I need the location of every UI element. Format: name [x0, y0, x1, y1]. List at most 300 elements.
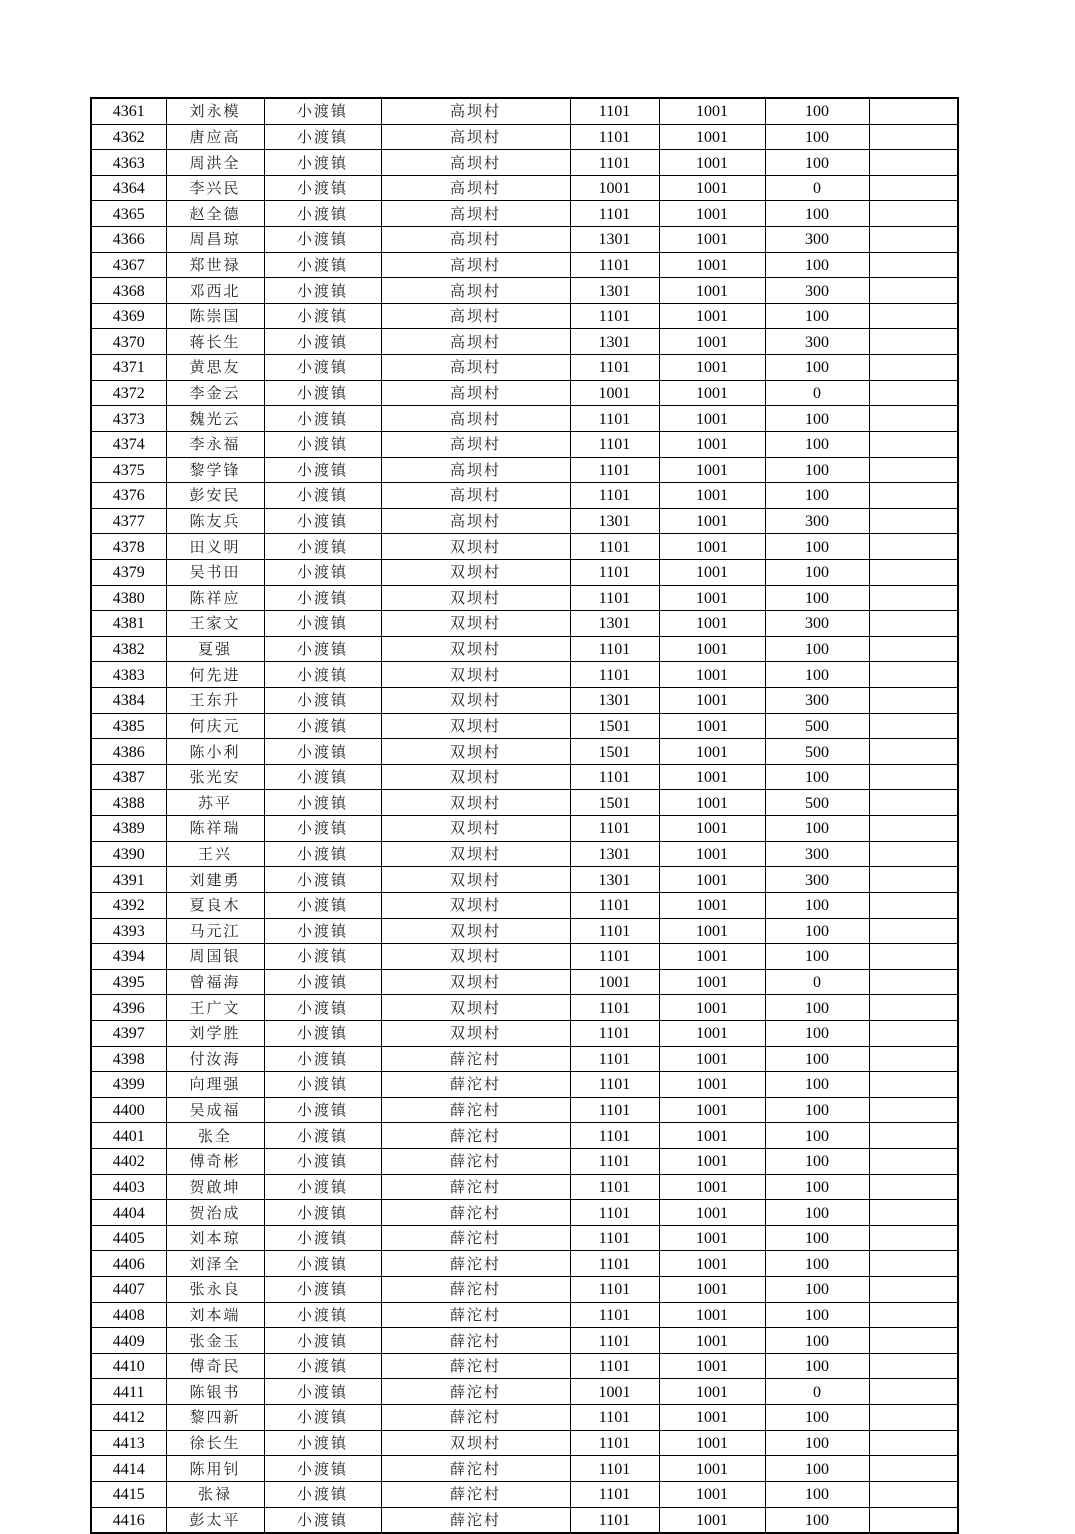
table-row — [91, 534, 958, 560]
table-row — [91, 1379, 958, 1405]
town-cell: 小渡镇 — [264, 278, 381, 304]
village-cell: 双坝村 — [381, 969, 570, 995]
note-cell — [869, 688, 958, 714]
name-cell: 陈祥瑞 — [166, 816, 264, 842]
value-b-cell: 1001 — [659, 201, 765, 227]
amount-cell: 100 — [765, 431, 869, 457]
value-a-cell: 1101 — [570, 1328, 659, 1354]
value-a-cell: 1101 — [570, 1481, 659, 1507]
row-number-cell: 4364 — [91, 175, 166, 201]
value-a-cell: 1301 — [570, 329, 659, 355]
village-cell: 双坝村 — [381, 1020, 570, 1046]
row-number-cell: 4410 — [91, 1353, 166, 1379]
amount-cell: 100 — [765, 1174, 869, 1200]
town-cell: 小渡镇 — [264, 713, 381, 739]
name-cell: 何庆元 — [166, 713, 264, 739]
name-cell: 陈银书 — [166, 1379, 264, 1405]
name-cell: 付汝海 — [166, 1046, 264, 1072]
table-row — [91, 611, 958, 637]
value-b-cell: 1001 — [659, 1481, 765, 1507]
row-number-cell: 4396 — [91, 995, 166, 1021]
town-cell: 小渡镇 — [264, 1353, 381, 1379]
name-cell: 黎学锋 — [166, 457, 264, 483]
table-row — [91, 1507, 958, 1533]
name-cell: 王兴 — [166, 841, 264, 867]
value-a-cell: 1501 — [570, 739, 659, 765]
table-row — [91, 1456, 958, 1482]
name-cell: 张全 — [166, 1123, 264, 1149]
value-b-cell: 1001 — [659, 1430, 765, 1456]
note-cell — [869, 713, 958, 739]
table-row — [91, 483, 958, 509]
row-number-cell: 4369 — [91, 303, 166, 329]
amount-cell: 100 — [765, 1020, 869, 1046]
note-cell — [869, 1379, 958, 1405]
town-cell: 小渡镇 — [264, 1097, 381, 1123]
table-row — [91, 406, 958, 432]
note-cell — [869, 355, 958, 381]
name-cell: 陈崇国 — [166, 303, 264, 329]
town-cell: 小渡镇 — [264, 1277, 381, 1303]
value-b-cell: 1001 — [659, 969, 765, 995]
town-cell: 小渡镇 — [264, 790, 381, 816]
name-cell: 张永良 — [166, 1277, 264, 1303]
amount-cell: 100 — [765, 1302, 869, 1328]
name-cell: 黎四新 — [166, 1405, 264, 1431]
value-b-cell: 1001 — [659, 892, 765, 918]
note-cell — [869, 508, 958, 534]
note-cell — [869, 1097, 958, 1123]
amount-cell: 100 — [765, 1456, 869, 1482]
value-a-cell: 1101 — [570, 995, 659, 1021]
amount-cell: 100 — [765, 201, 869, 227]
value-a-cell: 1101 — [570, 1302, 659, 1328]
value-a-cell: 1101 — [570, 1430, 659, 1456]
village-cell: 薛沱村 — [381, 1174, 570, 1200]
name-cell: 刘建勇 — [166, 867, 264, 893]
value-a-cell: 1101 — [570, 303, 659, 329]
village-cell: 高坝村 — [381, 329, 570, 355]
town-cell: 小渡镇 — [264, 585, 381, 611]
table-row — [91, 431, 958, 457]
value-b-cell: 1001 — [659, 816, 765, 842]
value-a-cell: 1101 — [570, 816, 659, 842]
amount-cell: 100 — [765, 1507, 869, 1533]
amount-cell: 300 — [765, 867, 869, 893]
value-b-cell: 1001 — [659, 1072, 765, 1098]
value-b-cell: 1001 — [659, 98, 765, 124]
value-a-cell: 1101 — [570, 431, 659, 457]
row-number-cell: 4401 — [91, 1123, 166, 1149]
data-table — [90, 97, 959, 1534]
village-cell: 双坝村 — [381, 867, 570, 893]
table-row — [91, 713, 958, 739]
value-b-cell: 1001 — [659, 1405, 765, 1431]
village-cell: 高坝村 — [381, 150, 570, 176]
amount-cell: 100 — [765, 816, 869, 842]
name-cell: 夏强 — [166, 636, 264, 662]
amount-cell: 500 — [765, 739, 869, 765]
row-number-cell: 4405 — [91, 1225, 166, 1251]
name-cell: 王东升 — [166, 688, 264, 714]
row-number-cell: 4374 — [91, 431, 166, 457]
row-number-cell: 4371 — [91, 355, 166, 381]
value-b-cell: 1001 — [659, 790, 765, 816]
name-cell: 郑世禄 — [166, 252, 264, 278]
note-cell — [869, 1225, 958, 1251]
village-cell: 薛沱村 — [381, 1481, 570, 1507]
amount-cell: 100 — [765, 534, 869, 560]
table-row — [91, 1097, 958, 1123]
table-row — [91, 175, 958, 201]
value-b-cell: 1001 — [659, 303, 765, 329]
amount-cell: 100 — [765, 483, 869, 509]
village-cell: 薛沱村 — [381, 1302, 570, 1328]
town-cell: 小渡镇 — [264, 1456, 381, 1482]
town-cell: 小渡镇 — [264, 1148, 381, 1174]
row-number-cell: 4411 — [91, 1379, 166, 1405]
row-number-cell: 4365 — [91, 201, 166, 227]
village-cell: 薛沱村 — [381, 1379, 570, 1405]
amount-cell: 100 — [765, 636, 869, 662]
village-cell: 薛沱村 — [381, 1097, 570, 1123]
name-cell: 周国银 — [166, 944, 264, 970]
name-cell: 徐长生 — [166, 1430, 264, 1456]
table-row — [91, 892, 958, 918]
name-cell: 赵全德 — [166, 201, 264, 227]
note-cell — [869, 1353, 958, 1379]
town-cell: 小渡镇 — [264, 227, 381, 253]
value-b-cell: 1001 — [659, 380, 765, 406]
town-cell: 小渡镇 — [264, 329, 381, 355]
note-cell — [869, 1430, 958, 1456]
amount-cell: 0 — [765, 969, 869, 995]
table-row — [91, 150, 958, 176]
row-number-cell: 4407 — [91, 1277, 166, 1303]
town-cell: 小渡镇 — [264, 457, 381, 483]
value-a-cell: 1101 — [570, 1123, 659, 1149]
note-cell — [869, 764, 958, 790]
village-cell: 双坝村 — [381, 534, 570, 560]
amount-cell: 100 — [765, 1251, 869, 1277]
table-row — [91, 1225, 958, 1251]
row-number-cell: 4406 — [91, 1251, 166, 1277]
note-cell — [869, 790, 958, 816]
note-cell — [869, 867, 958, 893]
value-b-cell: 1001 — [659, 611, 765, 637]
row-number-cell: 4361 — [91, 98, 166, 124]
note-cell — [869, 611, 958, 637]
table-row — [91, 1123, 958, 1149]
village-cell: 薛沱村 — [381, 1251, 570, 1277]
village-cell: 薛沱村 — [381, 1405, 570, 1431]
note-cell — [869, 1277, 958, 1303]
name-cell: 贺治成 — [166, 1200, 264, 1226]
amount-cell: 100 — [765, 457, 869, 483]
value-b-cell: 1001 — [659, 995, 765, 1021]
value-a-cell: 1301 — [570, 688, 659, 714]
amount-cell: 100 — [765, 252, 869, 278]
village-cell: 高坝村 — [381, 431, 570, 457]
village-cell: 双坝村 — [381, 713, 570, 739]
town-cell: 小渡镇 — [264, 431, 381, 457]
name-cell: 夏良木 — [166, 892, 264, 918]
table-row — [91, 969, 958, 995]
village-cell: 高坝村 — [381, 201, 570, 227]
village-cell: 薛沱村 — [381, 1225, 570, 1251]
note-cell — [869, 380, 958, 406]
town-cell: 小渡镇 — [264, 688, 381, 714]
row-number-cell: 4415 — [91, 1481, 166, 1507]
village-cell: 双坝村 — [381, 841, 570, 867]
value-b-cell: 1001 — [659, 662, 765, 688]
value-a-cell: 1001 — [570, 175, 659, 201]
row-number-cell: 4392 — [91, 892, 166, 918]
village-cell: 双坝村 — [381, 918, 570, 944]
note-cell — [869, 969, 958, 995]
note-cell — [869, 431, 958, 457]
amount-cell: 500 — [765, 713, 869, 739]
town-cell: 小渡镇 — [264, 534, 381, 560]
row-number-cell: 4362 — [91, 124, 166, 150]
value-b-cell: 1001 — [659, 150, 765, 176]
village-cell: 双坝村 — [381, 995, 570, 1021]
table-row — [91, 1302, 958, 1328]
amount-cell: 100 — [765, 1046, 869, 1072]
village-cell: 高坝村 — [381, 227, 570, 253]
note-cell — [869, 944, 958, 970]
value-b-cell: 1001 — [659, 431, 765, 457]
row-number-cell: 4388 — [91, 790, 166, 816]
name-cell: 刘永模 — [166, 98, 264, 124]
town-cell: 小渡镇 — [264, 1251, 381, 1277]
value-a-cell: 1101 — [570, 1225, 659, 1251]
value-a-cell: 1301 — [570, 278, 659, 304]
note-cell — [869, 534, 958, 560]
town-cell: 小渡镇 — [264, 380, 381, 406]
value-b-cell: 1001 — [659, 944, 765, 970]
table-row — [91, 841, 958, 867]
note-cell — [869, 483, 958, 509]
value-b-cell: 1001 — [659, 636, 765, 662]
name-cell: 陈用钊 — [166, 1456, 264, 1482]
village-cell: 高坝村 — [381, 355, 570, 381]
table-row — [91, 662, 958, 688]
village-cell: 双坝村 — [381, 559, 570, 585]
row-number-cell: 4389 — [91, 816, 166, 842]
village-cell: 双坝村 — [381, 892, 570, 918]
town-cell: 小渡镇 — [264, 1405, 381, 1431]
amount-cell: 100 — [765, 1148, 869, 1174]
value-a-cell: 1101 — [570, 406, 659, 432]
row-number-cell: 4403 — [91, 1174, 166, 1200]
note-cell — [869, 1481, 958, 1507]
row-number-cell: 4372 — [91, 380, 166, 406]
note-cell — [869, 662, 958, 688]
table-row — [91, 790, 958, 816]
amount-cell: 100 — [765, 1405, 869, 1431]
village-cell: 双坝村 — [381, 662, 570, 688]
row-number-cell: 4399 — [91, 1072, 166, 1098]
value-a-cell: 1001 — [570, 380, 659, 406]
note-cell — [869, 739, 958, 765]
name-cell: 傅奇民 — [166, 1353, 264, 1379]
amount-cell: 300 — [765, 611, 869, 637]
town-cell: 小渡镇 — [264, 1328, 381, 1354]
table-row — [91, 1072, 958, 1098]
value-a-cell: 1101 — [570, 1277, 659, 1303]
value-b-cell: 1001 — [659, 1046, 765, 1072]
table-row — [91, 1405, 958, 1431]
value-a-cell: 1301 — [570, 227, 659, 253]
town-cell: 小渡镇 — [264, 406, 381, 432]
note-cell — [869, 278, 958, 304]
value-b-cell: 1001 — [659, 1148, 765, 1174]
table-body — [91, 98, 958, 1533]
amount-cell: 300 — [765, 227, 869, 253]
village-cell: 薛沱村 — [381, 1277, 570, 1303]
table-row — [91, 1251, 958, 1277]
value-a-cell: 1101 — [570, 457, 659, 483]
note-cell — [869, 918, 958, 944]
town-cell: 小渡镇 — [264, 98, 381, 124]
value-a-cell: 1101 — [570, 1200, 659, 1226]
table-row — [91, 918, 958, 944]
value-b-cell: 1001 — [659, 688, 765, 714]
name-cell: 黄思友 — [166, 355, 264, 381]
value-a-cell: 1101 — [570, 534, 659, 560]
row-number-cell: 4379 — [91, 559, 166, 585]
village-cell: 双坝村 — [381, 764, 570, 790]
town-cell: 小渡镇 — [264, 636, 381, 662]
amount-cell: 300 — [765, 329, 869, 355]
note-cell — [869, 1020, 958, 1046]
note-cell — [869, 585, 958, 611]
town-cell: 小渡镇 — [264, 867, 381, 893]
town-cell: 小渡镇 — [264, 1020, 381, 1046]
note-cell — [869, 1174, 958, 1200]
amount-cell: 100 — [765, 98, 869, 124]
village-cell: 双坝村 — [381, 944, 570, 970]
value-a-cell: 1001 — [570, 1379, 659, 1405]
note-cell — [869, 303, 958, 329]
table-row — [91, 508, 958, 534]
value-a-cell: 1101 — [570, 1251, 659, 1277]
table-row — [91, 688, 958, 714]
amount-cell: 100 — [765, 1481, 869, 1507]
row-number-cell: 4386 — [91, 739, 166, 765]
name-cell: 周洪全 — [166, 150, 264, 176]
table-row — [91, 1046, 958, 1072]
row-number-cell: 4384 — [91, 688, 166, 714]
village-cell: 薛沱村 — [381, 1200, 570, 1226]
name-cell: 向理强 — [166, 1072, 264, 1098]
name-cell: 李永福 — [166, 431, 264, 457]
value-b-cell: 1001 — [659, 1097, 765, 1123]
amount-cell: 100 — [765, 918, 869, 944]
value-a-cell: 1501 — [570, 790, 659, 816]
amount-cell: 100 — [765, 406, 869, 432]
table-row — [91, 303, 958, 329]
value-b-cell: 1001 — [659, 1225, 765, 1251]
value-b-cell: 1001 — [659, 764, 765, 790]
amount-cell: 100 — [765, 764, 869, 790]
note-cell — [869, 1148, 958, 1174]
note-cell — [869, 1405, 958, 1431]
town-cell: 小渡镇 — [264, 201, 381, 227]
amount-cell: 100 — [765, 995, 869, 1021]
town-cell: 小渡镇 — [264, 1174, 381, 1200]
value-b-cell: 1001 — [659, 483, 765, 509]
town-cell: 小渡镇 — [264, 252, 381, 278]
table-row — [91, 1277, 958, 1303]
name-cell: 何先进 — [166, 662, 264, 688]
name-cell: 张禄 — [166, 1481, 264, 1507]
value-b-cell: 1001 — [659, 841, 765, 867]
name-cell: 吴书田 — [166, 559, 264, 585]
table-row — [91, 278, 958, 304]
amount-cell: 0 — [765, 380, 869, 406]
value-b-cell: 1001 — [659, 713, 765, 739]
row-number-cell: 4391 — [91, 867, 166, 893]
name-cell: 陈祥应 — [166, 585, 264, 611]
value-a-cell: 1101 — [570, 1020, 659, 1046]
name-cell: 王家文 — [166, 611, 264, 637]
name-cell: 苏平 — [166, 790, 264, 816]
value-a-cell: 1101 — [570, 764, 659, 790]
town-cell: 小渡镇 — [264, 175, 381, 201]
town-cell: 小渡镇 — [264, 1046, 381, 1072]
village-cell: 高坝村 — [381, 483, 570, 509]
row-number-cell: 4390 — [91, 841, 166, 867]
value-a-cell: 1101 — [570, 150, 659, 176]
row-number-cell: 4376 — [91, 483, 166, 509]
town-cell: 小渡镇 — [264, 483, 381, 509]
village-cell: 双坝村 — [381, 636, 570, 662]
village-cell: 双坝村 — [381, 790, 570, 816]
village-cell: 高坝村 — [381, 457, 570, 483]
name-cell: 刘泽全 — [166, 1251, 264, 1277]
value-b-cell: 1001 — [659, 175, 765, 201]
amount-cell: 100 — [765, 1430, 869, 1456]
name-cell: 刘本端 — [166, 1302, 264, 1328]
amount-cell: 100 — [765, 1072, 869, 1098]
note-cell — [869, 98, 958, 124]
value-b-cell: 1001 — [659, 1456, 765, 1482]
row-number-cell: 4383 — [91, 662, 166, 688]
town-cell: 小渡镇 — [264, 739, 381, 765]
village-cell: 双坝村 — [381, 611, 570, 637]
note-cell — [869, 329, 958, 355]
table-row — [91, 227, 958, 253]
table-row — [91, 636, 958, 662]
table-row — [91, 559, 958, 585]
value-a-cell: 1101 — [570, 662, 659, 688]
table-row — [91, 329, 958, 355]
value-a-cell: 1101 — [570, 201, 659, 227]
village-cell: 薛沱村 — [381, 1507, 570, 1533]
value-a-cell: 1101 — [570, 252, 659, 278]
note-cell — [869, 559, 958, 585]
amount-cell: 100 — [765, 1200, 869, 1226]
value-a-cell: 1101 — [570, 1046, 659, 1072]
value-b-cell: 1001 — [659, 918, 765, 944]
town-cell: 小渡镇 — [264, 124, 381, 150]
amount-cell: 100 — [765, 585, 869, 611]
value-b-cell: 1001 — [659, 1251, 765, 1277]
value-b-cell: 1001 — [659, 739, 765, 765]
village-cell: 薛沱村 — [381, 1353, 570, 1379]
